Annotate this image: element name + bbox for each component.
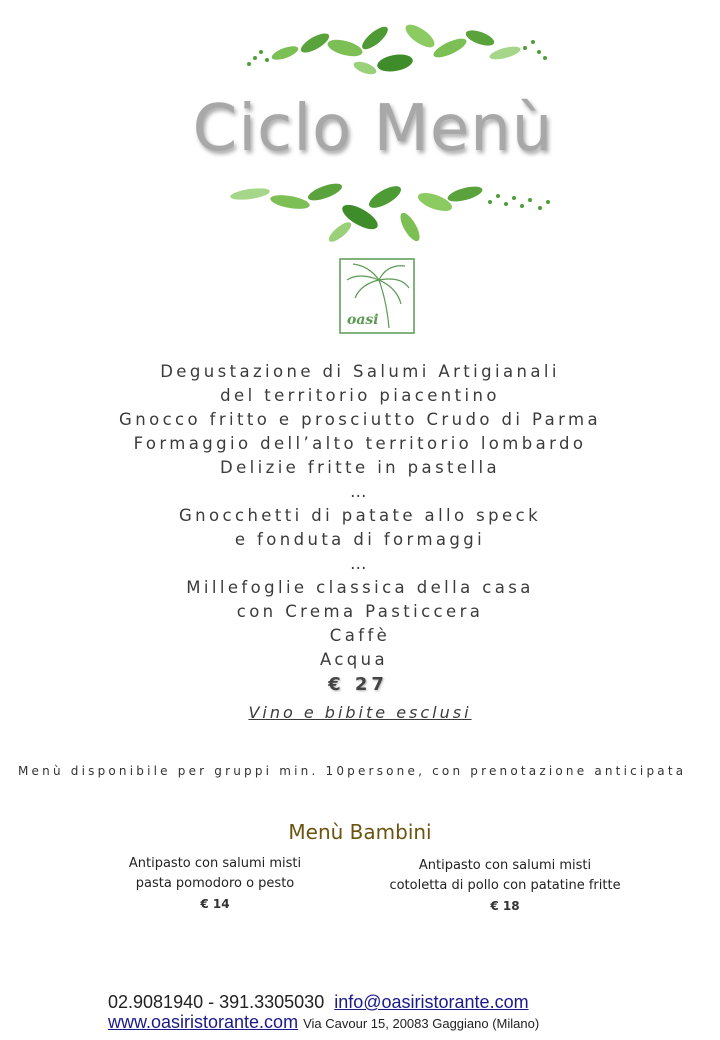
menu-separator: … (350, 554, 370, 573)
menu-line: Gnocco fritto e prosciutto Crudo di Parma (119, 410, 601, 429)
kids-menu-title: Menù Bambini (288, 820, 432, 844)
menu-line: con Crema Pasticcera (236, 602, 484, 621)
exclusions-note (0, 703, 720, 722)
kids-menu-option-1 (100, 854, 330, 914)
menu-line: del territorio piacentino (220, 386, 500, 405)
exclusions-text: Vino e bibite esclusi (248, 703, 472, 722)
contact-footer (108, 992, 708, 1034)
menu-line: Millefoglie classica della casa (186, 578, 534, 597)
top-leaf-garland-image (225, 8, 560, 88)
kids-option-line: cotoletta di pollo con patatine fritte (389, 878, 621, 893)
menu-line: Formaggio dell’alto territorio lombardo (133, 434, 587, 453)
menu-courses (0, 360, 720, 672)
menu-line: Delizie fritte in pastella (220, 458, 500, 477)
menu-separator: … (350, 482, 370, 501)
kids-option-line: Antipasto con salumi misti (418, 858, 592, 873)
kids-option-price: € 18 (490, 899, 520, 913)
bottom-leaf-garland-image (210, 172, 570, 252)
page-title: Ciclo Menù (192, 92, 554, 166)
kids-option-line: Antipasto con salumi misti (128, 856, 302, 871)
menu-line: Degustazione di Salumi Artigianali (160, 362, 560, 381)
menu-line: e fonduta di formaggi (234, 530, 486, 549)
kids-menu-option-2 (360, 856, 650, 916)
address: Via Cavour 15, 20083 Gaggiano (Milano) (303, 1016, 540, 1031)
email-link[interactable]: info@oasiristorante.com (334, 992, 529, 1012)
kids-option-line: pasta pomodoro o pesto (135, 876, 295, 891)
kids-option-price: € 14 (200, 897, 230, 911)
menu-line: Caffè (329, 626, 391, 645)
menu-line: Acqua (319, 650, 389, 669)
restaurant-logo (339, 258, 415, 334)
menu-price: € 27 (328, 674, 388, 695)
menu-line: Gnocchetti di patate allo speck (178, 506, 542, 525)
phone-numbers: 02.9081940 - 391.3305030 (108, 992, 325, 1012)
availability-note: Menù disponibile per gruppi min. 10persone, con prenotazione anticipata (18, 764, 687, 778)
website-link[interactable]: www.oasiristorante.com (108, 1012, 299, 1032)
logo-text: oasi (347, 312, 379, 328)
